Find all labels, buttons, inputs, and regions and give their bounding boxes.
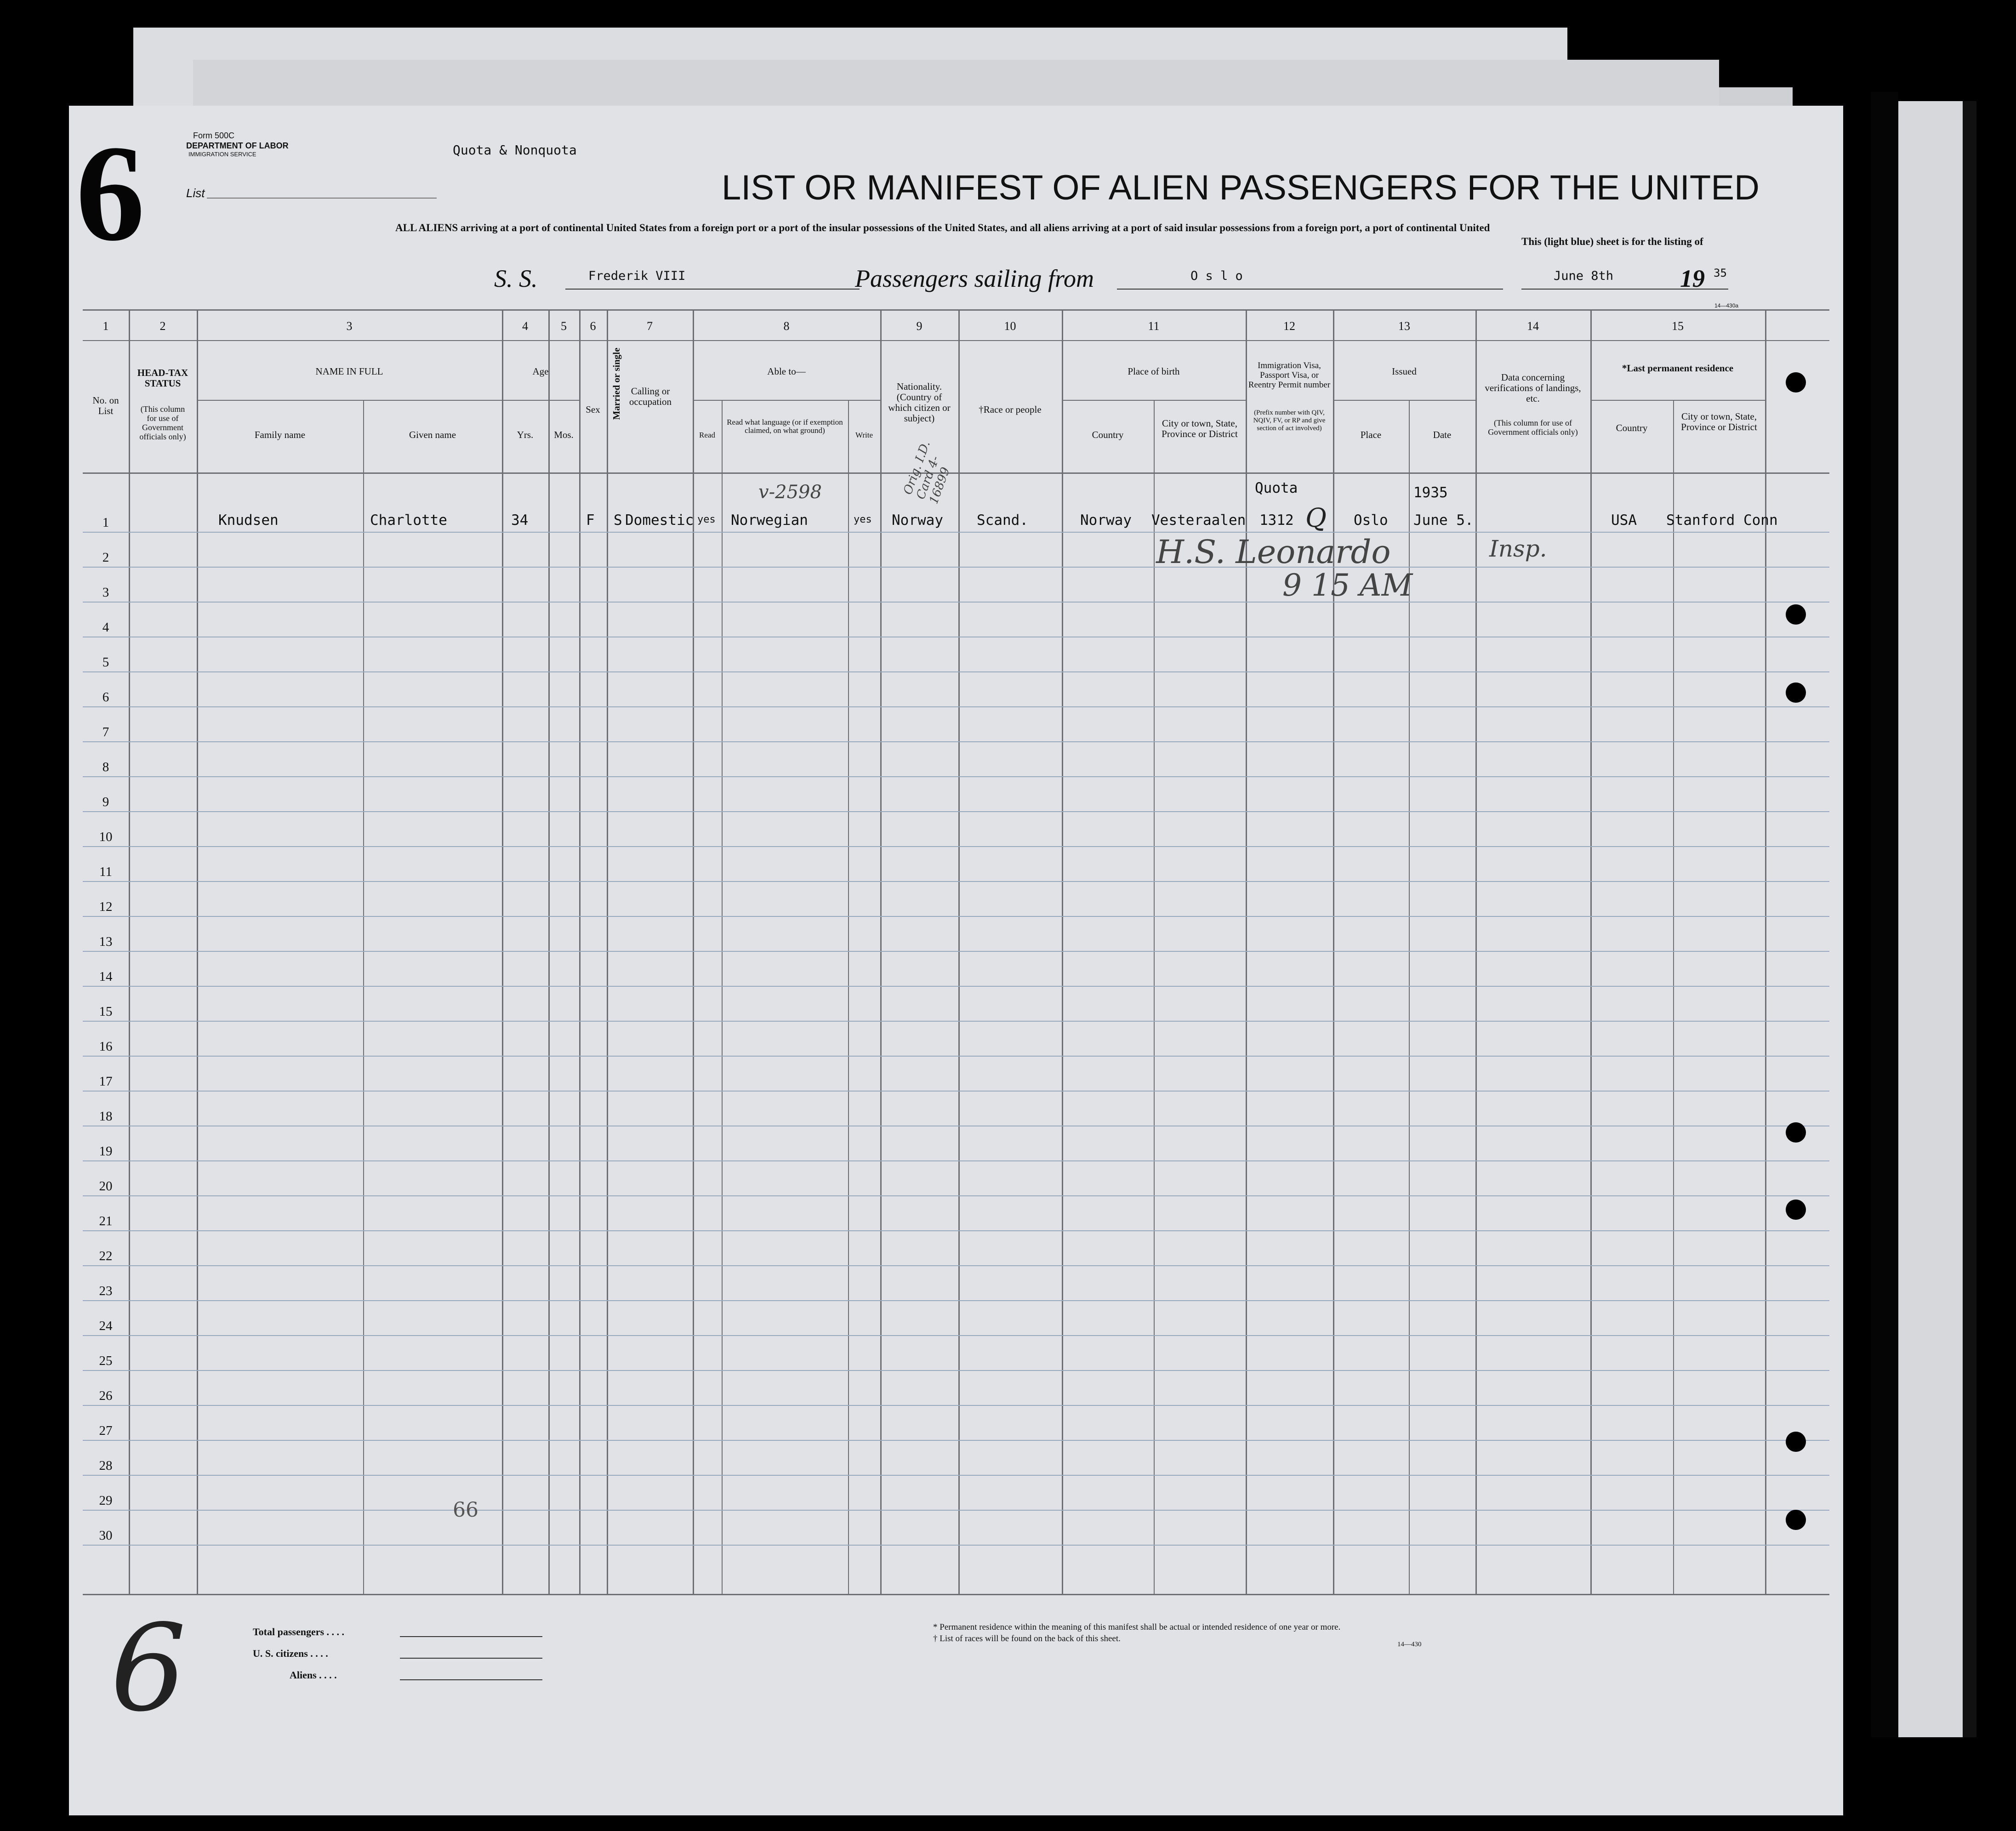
race-cell: Scand.	[977, 512, 1028, 529]
row-rule	[83, 846, 1829, 847]
nationality-cell: Norway	[892, 512, 943, 529]
row-rule	[83, 671, 1829, 672]
sailing-label: Passengers sailing from	[855, 265, 1094, 292]
handwritten-page-number: 66	[453, 1498, 478, 1522]
year-prefix: 19	[1680, 265, 1705, 292]
footer-note-races: † List of races will be found on the back of this sheet.	[933, 1634, 1121, 1643]
row-rule	[83, 1405, 1829, 1406]
header-res-country: Country	[1616, 422, 1648, 433]
visa-number-cell: 1312	[1259, 512, 1294, 529]
col-line	[129, 309, 130, 1595]
row-number: 30	[99, 1528, 113, 1543]
manifest-sheet	[69, 106, 1843, 1815]
col-line	[607, 309, 608, 1595]
header-data-note: (This column for use of Government officials only)	[1488, 418, 1578, 437]
row-rule	[83, 1056, 1829, 1057]
marital-cell: S	[614, 512, 622, 529]
header-name-in-full: NAME IN FULL	[315, 366, 383, 377]
list-line	[207, 198, 437, 199]
header-age: Age	[532, 366, 549, 377]
issued-year-cell: 1935	[1413, 484, 1448, 501]
column-number: 5	[561, 319, 567, 333]
handwritten-time: 9 15 AM	[1282, 568, 1413, 603]
department-label: DEPARTMENT OF LABOR	[186, 141, 289, 150]
read-cell: yes	[697, 514, 716, 525]
row-number: 9	[102, 795, 109, 809]
column-number: 14	[1527, 319, 1539, 333]
subcol-line	[1154, 400, 1155, 1595]
service-label: IMMIGRATION SERVICE	[188, 151, 256, 158]
row-rule	[83, 1300, 1829, 1301]
issued-place-cell: Oslo	[1354, 512, 1388, 529]
row-rule	[83, 1265, 1829, 1266]
column-number: 12	[1283, 319, 1295, 333]
header-data-concerning: Data concerning verifications of landings, etc.	[1485, 372, 1581, 404]
row-rule	[83, 1475, 1829, 1476]
group-rule	[502, 400, 579, 401]
header-bottom-rule	[83, 472, 1829, 474]
port-line	[1117, 289, 1503, 290]
manifest-title: LIST OR MANIFEST OF ALIEN PASSENGERS FOR THE UNITED	[722, 168, 1760, 207]
binder-hole	[1786, 1510, 1806, 1530]
header-issued-date: Date	[1433, 429, 1452, 440]
handwritten-insp: Insp.	[1489, 535, 1547, 562]
sailing-date: June 8th	[1554, 269, 1614, 283]
header-yrs: Yrs.	[517, 429, 534, 440]
col-line	[1246, 309, 1247, 1595]
family-name-cell: Knudsen	[218, 512, 279, 529]
row-rule	[83, 706, 1829, 707]
header-read: Read	[699, 431, 715, 439]
row-number: 27	[99, 1423, 113, 1438]
handwritten-visa-mark: Q	[1305, 503, 1327, 533]
col-line	[1765, 309, 1766, 1595]
group-rule	[1333, 400, 1475, 401]
footer-line	[400, 1636, 542, 1637]
column-number: 6	[590, 319, 596, 333]
header-issued: Issued	[1392, 366, 1417, 377]
row-number: 11	[99, 864, 112, 879]
port-name: O s l o	[1190, 269, 1243, 283]
list-label: List	[186, 186, 205, 200]
row-rule	[83, 776, 1829, 777]
row-number: 6	[102, 690, 109, 705]
col-line	[502, 309, 503, 1595]
res-country-cell: USA	[1611, 512, 1637, 529]
col-line	[880, 309, 882, 1595]
row-number: 16	[99, 1039, 113, 1054]
row-rule	[83, 1195, 1829, 1196]
row-number: 29	[99, 1493, 113, 1508]
header-issued-place: Place	[1360, 429, 1382, 440]
col-line	[1333, 309, 1334, 1595]
row-number: 23	[99, 1284, 113, 1298]
header-no-on-list: No. on List	[92, 395, 119, 416]
row-number: 8	[102, 760, 109, 774]
col-line	[1475, 309, 1477, 1595]
header-able-to: Able to—	[767, 366, 806, 377]
column-number: 13	[1398, 319, 1410, 333]
column-number: 7	[647, 319, 653, 333]
handwritten-read-note: v-2598	[758, 482, 822, 503]
subtitle-line-2: This (light blue) sheet is for the listing of	[1521, 236, 1703, 247]
footer-line	[400, 1658, 542, 1659]
handwritten-inspector: H.S. Leonardo	[1156, 533, 1391, 571]
row-number: 15	[99, 1004, 113, 1019]
right-page-edge	[1898, 101, 1963, 1737]
birth-country-cell: Norway	[1080, 512, 1132, 529]
row-rule	[83, 881, 1829, 882]
issued-date-cell: June 5.	[1413, 512, 1474, 529]
row-rule	[83, 1370, 1829, 1371]
col-line	[579, 309, 581, 1595]
footer-line	[400, 1679, 542, 1680]
row-number: 26	[99, 1388, 113, 1403]
header-birth-city: City or town, State, Province or District	[1162, 418, 1238, 439]
header-write: Write	[855, 431, 873, 439]
row-number: 17	[99, 1074, 113, 1089]
row-number: 7	[102, 725, 109, 739]
row-rule	[83, 1440, 1829, 1441]
row-number: 12	[99, 899, 113, 914]
header-head-tax-note: (This column for use of Government officials only)	[139, 404, 186, 441]
group-rule	[693, 400, 880, 401]
row-number: 19	[99, 1144, 113, 1159]
header-head-tax: HEAD-TAX STATUS	[137, 367, 188, 389]
row-rule	[83, 916, 1829, 917]
header-family-name: Family name	[254, 429, 306, 440]
write-cell: yes	[854, 514, 872, 525]
binder-hole	[1786, 682, 1806, 703]
visa-type-cell: Quota	[1255, 480, 1298, 496]
binder-hole	[1786, 1200, 1806, 1220]
header-sex: Sex	[586, 404, 600, 415]
edge-shadow	[1963, 101, 1976, 1737]
row-rule	[83, 567, 1829, 568]
header-calling: Calling or occupation	[629, 386, 672, 407]
row-rule	[83, 986, 1829, 987]
handwritten-id-card: Orig. I.D. Card 4-16899	[901, 439, 953, 506]
language-cell: Norwegian	[731, 512, 808, 529]
age-years-cell: 34	[511, 512, 529, 529]
ship-line	[565, 289, 860, 290]
group-rule	[197, 400, 502, 401]
sheet-number: 6	[76, 117, 145, 269]
table-bottom-rule	[83, 1594, 1829, 1595]
column-number: 15	[1672, 319, 1684, 333]
header-visa: Immigration Visa, Passport Visa, or Reentry Permit number	[1248, 361, 1331, 390]
header-read-what: Read what language (or if exemption claimed, on what ground)	[727, 418, 843, 435]
col-line	[197, 309, 198, 1595]
res-city-cell: Stanford Conn	[1666, 512, 1778, 529]
footer-aliens: Aliens . . . .	[290, 1669, 337, 1681]
subtitle-line-1: ALL ALIENS arriving at a port of continental United States from a foreign port or a port of the insular possessions of the United States, and all aliens arriving at a port of said insular possessions from a foreign port, a port of continental United	[395, 222, 1490, 233]
col-line	[693, 309, 694, 1595]
col-line	[958, 309, 960, 1595]
row-number: 20	[99, 1179, 113, 1194]
column-number: 3	[346, 319, 353, 333]
row-rule	[83, 1545, 1829, 1546]
binder-hole	[1786, 1432, 1806, 1452]
col-line	[1590, 309, 1592, 1595]
footer-total-passengers: Total passengers . . . .	[253, 1626, 345, 1638]
row-rule	[83, 1230, 1829, 1231]
header-last-residence: *Last permanent residence	[1622, 363, 1734, 374]
row-rule	[83, 1160, 1829, 1161]
row-rule	[83, 741, 1829, 742]
row-number: 25	[99, 1353, 113, 1368]
header-given-name: Given name	[409, 429, 456, 440]
header-birth-country: Country	[1092, 429, 1124, 440]
column-number: 11	[1148, 319, 1160, 333]
subcol-line	[548, 400, 549, 1595]
colnum-rule	[83, 340, 1829, 341]
handwritten-corner-number: 6	[110, 1599, 187, 1738]
row-number: 4	[102, 620, 109, 635]
header-visa-note: (Prefix number with QIV, NQIV, FV, or RP and give section of act involved)	[1253, 409, 1326, 432]
binding-strip	[1871, 92, 1898, 1737]
row-number: 21	[99, 1214, 113, 1228]
col-line	[1062, 309, 1063, 1595]
row-rule	[83, 1021, 1829, 1022]
subcol-line	[1673, 400, 1674, 1595]
row-rule	[83, 951, 1829, 952]
group-rule	[1062, 400, 1246, 401]
header-mos: Mos.	[554, 429, 574, 440]
row-number: 3	[102, 585, 109, 600]
subcol-line	[722, 400, 723, 1595]
row-rule	[83, 811, 1829, 812]
row-rule	[83, 532, 1829, 533]
row-rule	[83, 1091, 1829, 1092]
table-top-rule	[83, 309, 1829, 311]
header-res-city: City or town, State, Province or District	[1681, 411, 1757, 432]
binder-hole	[1786, 604, 1806, 625]
row-number: 2	[102, 550, 109, 565]
given-name-cell: Charlotte	[370, 512, 447, 529]
ss-label: S. S.	[494, 265, 538, 292]
binder-hole	[1786, 372, 1806, 392]
group-rule	[1590, 400, 1765, 401]
birth-city-cell: Vesteraalen	[1151, 512, 1246, 529]
row-number: 18	[99, 1109, 113, 1124]
sex-cell: F	[586, 512, 595, 529]
row-number: 14	[99, 969, 113, 984]
ship-name: Frederik VIII	[588, 269, 686, 283]
column-number: 4	[522, 319, 528, 333]
subcol-line	[848, 400, 849, 1595]
binder-hole	[1786, 1122, 1806, 1143]
row-number: 22	[99, 1249, 113, 1263]
row-rule	[83, 1510, 1829, 1511]
occupation-cell: Domestic	[625, 512, 694, 529]
column-number: 10	[1004, 319, 1016, 333]
column-number: 2	[159, 319, 166, 333]
row-rule	[83, 1335, 1829, 1336]
quota-type: Quota & Nonquota	[453, 142, 577, 158]
footer-note-residence: * Permanent residence within the meaning of this manifest shall be actual or intended residence of one year or more.	[933, 1622, 1341, 1632]
header-race: †Race or people	[979, 404, 1042, 415]
subcol-line	[363, 400, 364, 1595]
year-suffix: 35	[1714, 267, 1727, 279]
column-number: 9	[916, 319, 923, 333]
row-number: 10	[99, 830, 113, 844]
row-number: 5	[102, 655, 109, 670]
header-married: Married or single	[611, 347, 622, 420]
form-code-top: 14—430a	[1714, 302, 1739, 309]
row-number: 28	[99, 1458, 113, 1473]
column-number: 8	[783, 319, 790, 333]
row-number: 13	[99, 934, 113, 949]
form-number: Form 500C	[193, 131, 235, 140]
row-number: 1	[102, 515, 109, 530]
footer-us-citizens: U. S. citizens . . . .	[253, 1648, 328, 1659]
header-place-of-birth: Place of birth	[1128, 366, 1180, 377]
column-number: 1	[103, 319, 109, 333]
row-rule	[83, 602, 1829, 603]
footer-form-code: 14—430	[1397, 1641, 1422, 1648]
row-number: 24	[99, 1319, 113, 1333]
header-nationality: Nationality. (Country of which citizen or subject)	[888, 381, 951, 424]
